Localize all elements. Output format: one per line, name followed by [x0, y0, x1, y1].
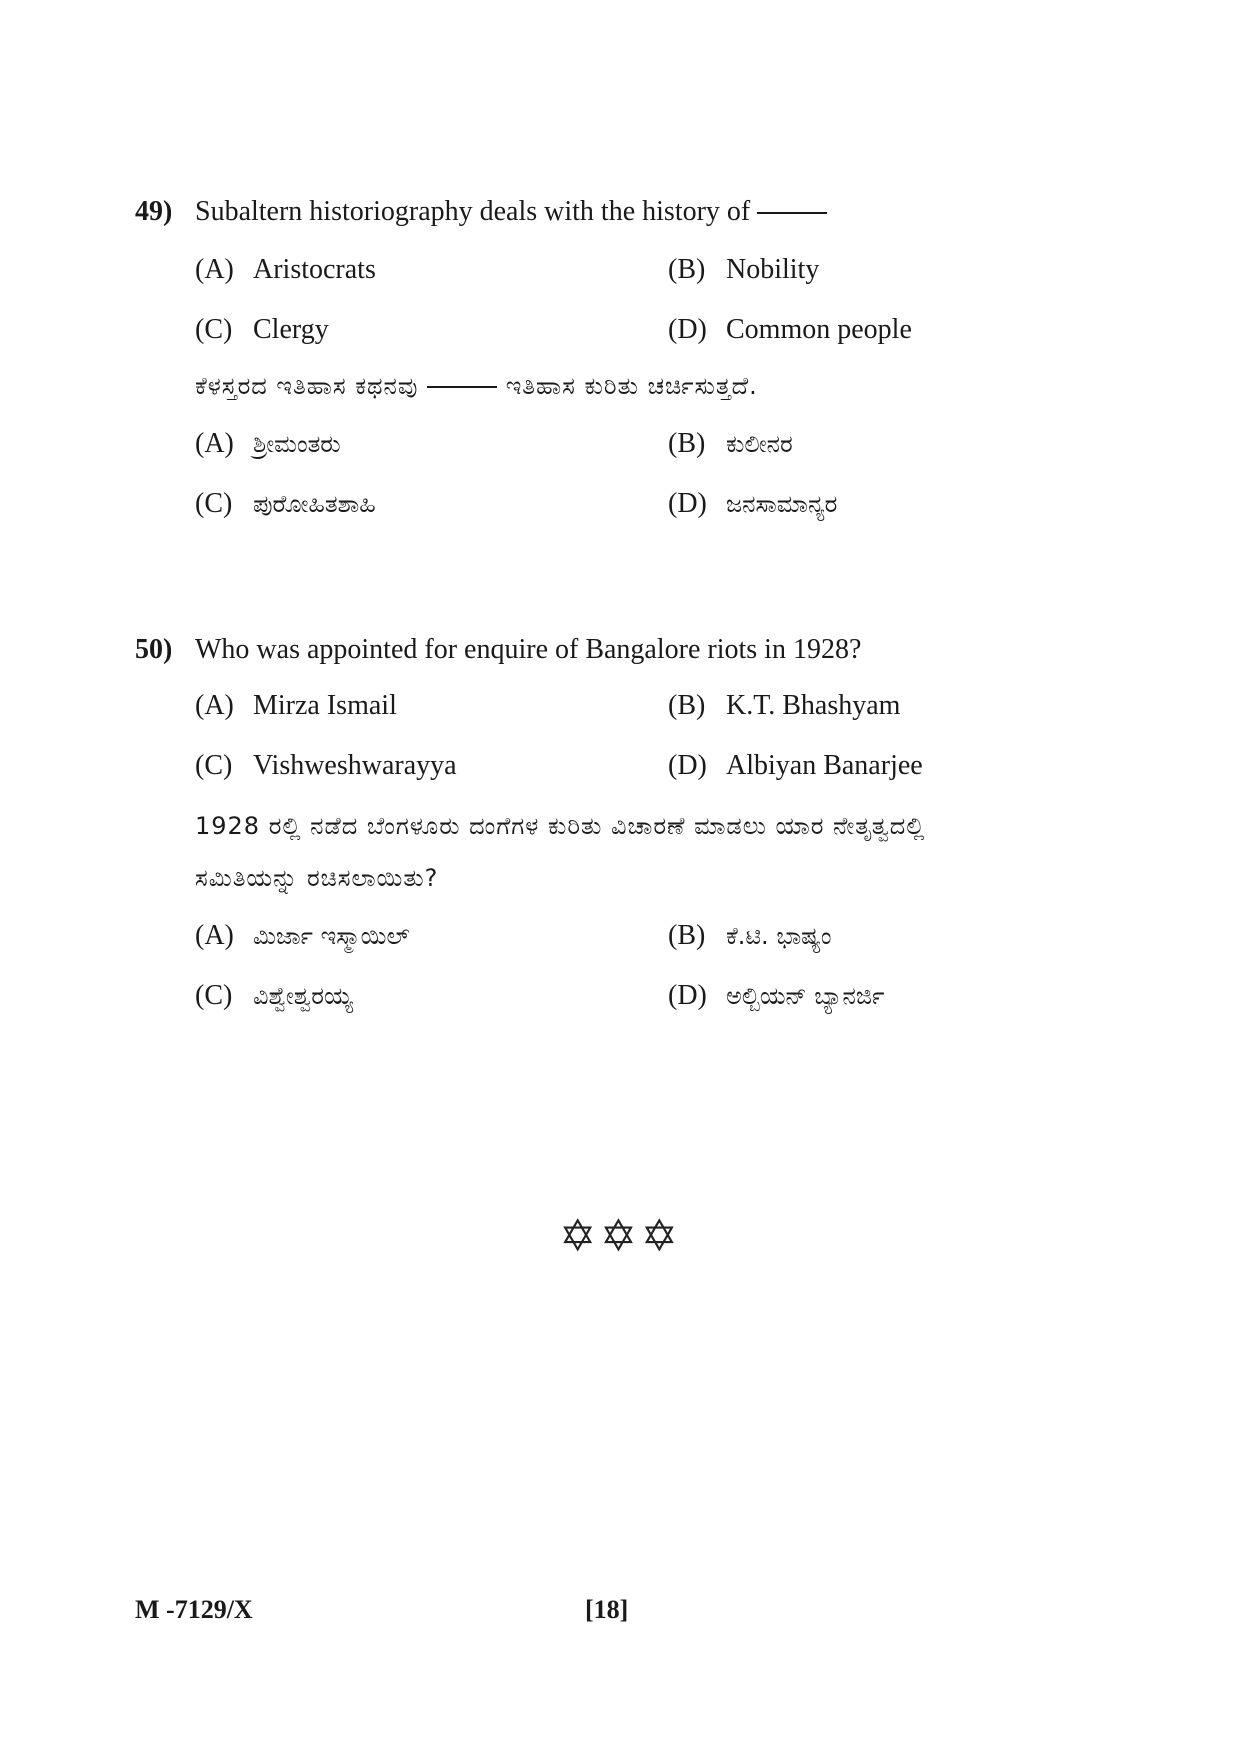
option-letter: (A)	[195, 690, 234, 721]
option-text: Albiyan Banarjee	[726, 750, 923, 781]
option-text: ಮಿರ್ಜಾ ಇಸ್ಮಾಯಿಲ್	[253, 922, 410, 950]
option-text: Vishweshwarayya	[253, 750, 457, 781]
question-text-en: Subaltern historiography deals with the history of	[195, 196, 751, 227]
option-text: Mirza Ismail	[253, 690, 397, 721]
option-text: ಜನಸಾಮಾನ್ಯರ	[726, 490, 838, 518]
question-text-kn	[195, 800, 1115, 904]
option-a-kn	[195, 916, 410, 956]
option-text: Clergy	[253, 314, 329, 345]
options-row	[195, 310, 1115, 370]
option-text: ಪುರೋಹಿತಶಾಹಿ	[253, 490, 376, 518]
options-row	[195, 686, 1115, 746]
option-letter: (B)	[668, 920, 706, 951]
option-c-kn	[195, 976, 353, 1016]
option-b-kn	[668, 424, 793, 464]
star-ornament-icon: ✡✡✡	[559, 1211, 682, 1262]
option-letter: (D)	[668, 314, 707, 345]
option-text: ಕುಲೀನರ	[726, 430, 793, 458]
option-letter: (B)	[668, 690, 706, 721]
question-text-kn-part: ಕೆಳಸ್ತರದ ಇತಿಹಾಸ ಕಥನವು	[195, 372, 419, 400]
option-letter: (B)	[668, 428, 706, 459]
option-text: ಅಲ್ಬಿಯನ್ ಬ್ಯಾನರ್ಜಿ	[726, 982, 885, 1010]
option-d-kn	[668, 976, 884, 1016]
option-letter: (A)	[195, 254, 234, 285]
option-b-kn	[668, 916, 831, 956]
options-row	[195, 250, 1115, 310]
option-letter: (D)	[668, 750, 707, 781]
option-text: ಶ್ರೀಮಂತರು	[253, 430, 341, 458]
option-d-kn	[668, 484, 837, 524]
option-a-kn	[195, 424, 341, 464]
question-number: 50)	[135, 634, 173, 665]
option-text: Common people	[726, 314, 912, 345]
option-letter: (C)	[195, 314, 233, 345]
options-row-kn	[195, 484, 1115, 544]
option-a	[195, 250, 376, 290]
options-row-kn	[195, 916, 1115, 976]
question-text-en: Who was appointed for enquire of Bangalore riots in 1928?	[195, 634, 862, 665]
question-stem	[135, 192, 1115, 232]
question-50	[135, 630, 1115, 1036]
question-number: 49)	[135, 196, 173, 227]
question-text-kn-part: ಇತಿಹಾಸ ಕುರಿತು ಚರ್ಚಿಸುತ್ತದೆ.	[505, 372, 758, 400]
option-c	[195, 746, 457, 786]
option-letter: (C)	[195, 488, 233, 519]
option-d	[668, 746, 923, 786]
options-row-kn	[195, 424, 1115, 484]
question-49	[135, 192, 1115, 544]
option-c	[195, 310, 329, 350]
option-letter: (D)	[668, 980, 707, 1011]
question-stem	[135, 630, 1115, 670]
options-row-kn	[195, 976, 1115, 1036]
option-text: Aristocrats	[253, 254, 376, 285]
option-text: K.T. Bhashyam	[726, 690, 901, 721]
option-letter: (C)	[195, 750, 233, 781]
question-text-kn-line: 1928 ರಲ್ಲಿ ನಡೆದ ಬೆಂಗಳೂರು ದಂಗೆಗಳ ಕುರಿತು ವಿಚಾರಣೆ ಮಾಡಲು ಯಾರ ನೇತೃತ್ವದಲ್ಲಿ	[195, 812, 926, 840]
paper-code: M -7129/X	[135, 1595, 253, 1624]
answer-blank	[757, 212, 827, 214]
answer-blank	[427, 386, 497, 388]
option-b	[668, 686, 900, 726]
option-letter: (D)	[668, 488, 707, 519]
option-c-kn	[195, 484, 376, 524]
option-letter: (A)	[195, 920, 234, 951]
option-d	[668, 310, 912, 350]
page-number: [18]	[585, 1595, 629, 1624]
option-text: Nobility	[726, 254, 820, 285]
option-letter: (C)	[195, 980, 233, 1011]
question-text-kn-line: ಸಮಿತಿಯನ್ನು ರಚಿಸಲಾಯಿತು?	[195, 864, 439, 892]
option-letter: (B)	[668, 254, 706, 285]
option-text: ಕೆ.ಟಿ. ಭಾಷ್ಯಂ	[726, 922, 832, 950]
option-text: ವಿಶ್ವೇಶ್ವರಯ್ಯ	[253, 982, 353, 1010]
option-letter: (A)	[195, 428, 234, 459]
options-row	[195, 746, 1115, 806]
option-b	[668, 250, 819, 290]
option-a	[195, 686, 397, 726]
